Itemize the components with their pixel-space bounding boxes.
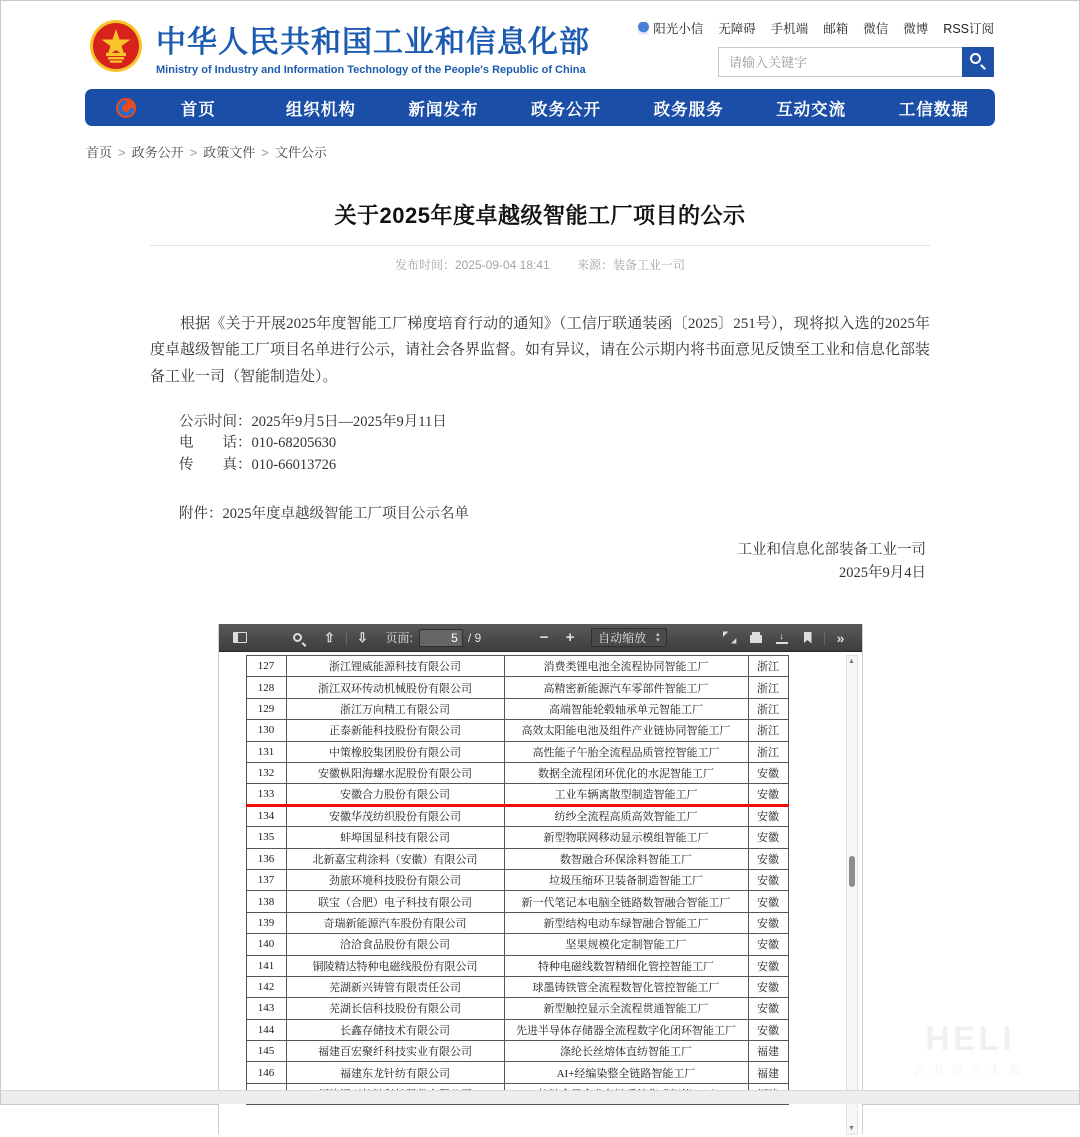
brand	[89, 15, 590, 77]
next-page-button[interactable]	[354, 627, 372, 649]
signature-org: 工业和信息化部装备工业一司	[737, 542, 926, 559]
cell-province: 安徽	[748, 763, 788, 784]
cell-company: 芜湖长信科技股份有限公司	[286, 998, 504, 1019]
table-row	[246, 998, 788, 1019]
cell-project: 纺纱全流程高质高效智能工厂	[504, 805, 748, 826]
article-paragraph: 根据《关于开展2025年度智能工厂梯度培育行动的通知》（工信厅联通装函〔2025〕251号），现将拟入选的2025年度卓越级智能工厂项目名单进行公示，请社会各界监督。如有异议，请在公示期内将书面意见反馈至工业和信息化部装备工业一司（智能制造处）。	[150, 316, 931, 385]
cell-project: 特种电磁线数智精细化管控智能工厂	[504, 955, 748, 976]
nav-item-3[interactable]: 政务公开	[531, 100, 602, 119]
breadcrumb-item-2[interactable]: 政策文件	[203, 145, 256, 160]
cell-project: 工业车辆离散型制造智能工厂	[504, 784, 748, 805]
national-emblem-logo	[89, 19, 143, 73]
scrollbar-thumb[interactable]	[849, 856, 855, 887]
cell-no: 132	[246, 763, 286, 784]
watermark-title: HELI	[925, 1020, 1015, 1058]
cell-company: 安徽合力股份有限公司	[286, 784, 504, 805]
plus-icon: +	[565, 629, 575, 647]
top-links	[638, 19, 994, 37]
breadcrumb-item-0[interactable]: 首页	[86, 145, 113, 160]
table-row	[246, 784, 788, 805]
cell-project: 高效太阳能电池及组件产业链协同智能工厂	[504, 720, 748, 741]
cell-no: 141	[246, 955, 286, 976]
pdf-viewer	[218, 624, 863, 1134]
cell-project: 新一代笔记本电脑全链路数智融合智能工厂	[504, 891, 748, 912]
cell-province: 浙江	[748, 720, 788, 741]
header-right	[638, 15, 994, 77]
top-link-label: 邮箱	[823, 22, 849, 36]
attachment-link[interactable]: 附件：2025年度卓越级智能工厂项目公示名单	[179, 506, 469, 523]
table-row	[246, 955, 788, 976]
download-icon: ↓	[776, 632, 788, 644]
top-link-label: RSS订阅	[943, 22, 994, 36]
cell-province: 福建	[748, 1062, 788, 1083]
minus-icon: −	[539, 629, 549, 647]
cell-province: 安徽	[748, 934, 788, 955]
table-row	[246, 934, 788, 955]
cell-province: 浙江	[748, 741, 788, 762]
cell-province: 安徽	[748, 848, 788, 869]
publish-time: 发布时间：2025-09-04 18:41	[394, 258, 550, 272]
table-row	[246, 1062, 788, 1083]
nav-item-5[interactable]: 互动交流	[776, 100, 847, 119]
top-link-label: 阳光小信	[653, 22, 704, 36]
top-link-label: 微博	[903, 22, 929, 36]
table-row	[246, 741, 788, 762]
cell-province: 浙江	[748, 677, 788, 698]
table-row	[246, 656, 788, 677]
find-button[interactable]	[289, 627, 307, 649]
select-arrows-icon: ▴ ▾	[656, 630, 660, 644]
cell-company: 北新嘉宝莉涂料（安徽）有限公司	[286, 848, 504, 869]
cell-company: 浙江万向精工有限公司	[286, 698, 504, 719]
breadcrumb-item-3[interactable]: 文件公示	[274, 145, 327, 160]
table-row	[246, 869, 788, 890]
table-row	[246, 1019, 788, 1040]
nav-item-6[interactable]: 工信数据	[898, 100, 969, 119]
cell-project: 新型触控显示全流程贯通智能工厂	[504, 998, 748, 1019]
table-row	[246, 827, 788, 848]
cell-province: 安徽	[748, 998, 788, 1019]
cell-no: 143	[246, 998, 286, 1019]
page-label: 页面:	[385, 631, 413, 646]
toolbar-separator	[346, 631, 347, 645]
cell-company: 福建东龙针纺有限公司	[286, 1062, 504, 1083]
cell-province: 安徽	[748, 805, 788, 826]
cell-province: 安徽	[748, 955, 788, 976]
cell-no: 134	[246, 805, 286, 826]
page-title: 关于2025年度卓越级智能工厂项目的公示	[334, 203, 746, 228]
table-row	[246, 763, 788, 784]
bookmark-icon	[804, 632, 812, 644]
cell-province: 安徽	[748, 1019, 788, 1040]
cell-no: 136	[246, 848, 286, 869]
top-link-6[interactable]	[943, 19, 994, 37]
cell-no: 145	[246, 1041, 286, 1062]
search-box	[718, 47, 994, 77]
info-line-0: 公示时间：2025年9月5日—2025年9月11日	[179, 413, 447, 430]
table-row	[246, 1041, 788, 1062]
cell-no: 137	[246, 869, 286, 890]
chevron-double-right-icon: »	[836, 629, 845, 646]
search-input[interactable]	[718, 47, 962, 77]
cell-province: 安徽	[748, 976, 788, 997]
top-link-0[interactable]	[638, 19, 703, 37]
cell-no: 138	[246, 891, 286, 912]
watermark-subtitle: 合力提升未来	[912, 1063, 1027, 1077]
watermark	[913, 1020, 1027, 1078]
info-line-1: 电 话：010-68205630	[179, 435, 337, 452]
top-link-5[interactable]	[903, 19, 928, 37]
scroll-down-icon[interactable]: ▼	[848, 1125, 855, 1133]
table-row	[246, 891, 788, 912]
page-total: / 9	[467, 630, 482, 645]
cell-province: 安徽	[748, 869, 788, 890]
pdf-scrollbar[interactable]	[846, 655, 858, 1135]
bookmark-button[interactable]	[799, 627, 817, 649]
zoom-mode-label: 自动缩放	[598, 631, 647, 646]
zoom-mode-select[interactable]	[591, 628, 667, 647]
table-row	[246, 848, 788, 869]
cell-no: 135	[246, 827, 286, 848]
nav-item-2[interactable]: 新闻发布	[408, 100, 479, 119]
cell-no: 142	[246, 976, 286, 997]
main-nav	[85, 89, 995, 126]
cell-project: 数据全流程闭环优化的水泥智能工厂	[504, 763, 748, 784]
cell-company: 正泰新能科技股份有限公司	[286, 720, 504, 741]
top-link-4[interactable]	[863, 19, 888, 37]
cell-company: 浙江锂威能源科技有限公司	[286, 656, 504, 677]
nav-item-4[interactable]: 政务服务	[653, 100, 724, 119]
arrow-down-icon: ⇩	[357, 629, 368, 645]
cell-no: 129	[246, 698, 286, 719]
more-tools-button[interactable]	[832, 627, 850, 649]
miit-logo-icon	[115, 97, 137, 119]
search-icon	[970, 53, 981, 64]
pdf-page	[219, 655, 862, 1137]
cell-province: 安徽	[748, 784, 788, 805]
search-button[interactable]	[962, 47, 994, 77]
arrow-up-icon: ⇧	[324, 629, 335, 645]
cell-no: 144	[246, 1019, 286, 1040]
site-title-en: Ministry of Industry and Information Technology of the People's Republic of China	[156, 63, 586, 76]
cell-no: 131	[246, 741, 286, 762]
breadcrumb-separator: >	[118, 145, 126, 160]
pdf-toolbar	[219, 624, 862, 652]
cell-no: 140	[246, 934, 286, 955]
cell-province: 安徽	[748, 827, 788, 848]
cell-project: 先进半导体存储器全流程数字化闭环智能工厂	[504, 1019, 748, 1040]
cell-province: 安徽	[748, 912, 788, 933]
zoom-out-button[interactable]	[535, 627, 553, 649]
info-line-2: 传 真：010-66013726	[179, 456, 337, 473]
site-header	[1, 1, 1079, 85]
breadcrumb-separator: >	[189, 145, 198, 160]
signature	[150, 539, 930, 584]
toolbar-right-group	[717, 627, 854, 649]
table-row	[246, 912, 788, 933]
cell-company: 联宝（合肥）电子科技有限公司	[286, 891, 504, 912]
previous-page-button[interactable]	[321, 627, 339, 649]
top-link-label: 无障碍	[718, 22, 756, 36]
cell-company: 安徽枞阳海螺水泥股份有限公司	[286, 763, 504, 784]
table-row	[246, 698, 788, 719]
cell-no: 139	[246, 912, 286, 933]
table-row	[246, 805, 788, 826]
nav-item-1[interactable]: 组织机构	[285, 100, 356, 119]
info-lines	[179, 412, 930, 476]
cell-company: 中策橡胶集团股份有限公司	[286, 741, 504, 762]
cell-project: 垃圾压缩环卫装备制造智能工厂	[504, 869, 748, 890]
cell-no: 130	[246, 720, 286, 741]
cell-project: 消费类锂电池全流程协同智能工厂	[504, 656, 748, 677]
cell-company: 长鑫存储技术有限公司	[286, 1019, 504, 1040]
cell-project: 高精密新能源汽车零部件智能工厂	[504, 677, 748, 698]
sidebar-toggle-button[interactable]	[231, 627, 249, 649]
zoom-in-button[interactable]	[561, 627, 579, 649]
cell-project: 新型物联网移动显示模组智能工厂	[504, 827, 748, 848]
top-link-3[interactable]	[823, 19, 848, 37]
table-row	[246, 976, 788, 997]
cell-no: 128	[246, 677, 286, 698]
cell-project: AI+经编染整全链路智能工厂	[504, 1062, 748, 1083]
cell-project: 高端智能轮毂轴承单元智能工厂	[504, 698, 748, 719]
sidebar-icon	[233, 632, 247, 643]
breadcrumb-item-1[interactable]: 政务公开	[131, 145, 184, 160]
cell-project: 球墨铸铁管全流程数智化管控智能工厂	[504, 976, 748, 997]
breadcrumb-separator: >	[261, 145, 269, 160]
pdf-table	[246, 655, 789, 1105]
cell-company: 铜陵精达特种电磁线股份有限公司	[286, 955, 504, 976]
toolbar-separator	[824, 631, 825, 645]
cell-company: 蚌埠国显科技有限公司	[286, 827, 504, 848]
site-title-cn: 中华人民共和国工业和信息化部	[156, 25, 590, 59]
sunshine-icon	[638, 22, 649, 35]
presentation-icon	[724, 632, 735, 643]
cell-company: 安徽华茂纺织股份有限公司	[286, 805, 504, 826]
table-row	[246, 720, 788, 741]
cell-province: 浙江	[748, 656, 788, 677]
top-link-label: 微信	[863, 22, 889, 36]
cell-company: 洽洽食品股份有限公司	[286, 934, 504, 955]
brand-text	[156, 17, 590, 76]
title-divider	[150, 245, 930, 246]
print-button[interactable]	[747, 627, 765, 649]
cell-company: 奇瑞新能源汽车股份有限公司	[286, 912, 504, 933]
cell-province: 安徽	[748, 891, 788, 912]
cell-project: 新型结构电动车绿智融合智能工厂	[504, 912, 748, 933]
page-number-input[interactable]	[419, 629, 463, 647]
cell-company: 福建百宏聚纤科技实业有限公司	[286, 1041, 504, 1062]
article-meta	[150, 256, 930, 273]
nav-item-0[interactable]: 首页	[180, 100, 216, 119]
cell-project: 涤纶长丝熔体直纺智能工厂	[504, 1041, 748, 1062]
presentation-mode-button[interactable]	[721, 627, 739, 649]
find-icon	[293, 633, 302, 642]
breadcrumb	[86, 142, 994, 161]
signature-date: 2025年9月4日	[839, 564, 926, 581]
scroll-up-icon[interactable]: ▲	[848, 658, 855, 666]
download-button[interactable]	[773, 627, 791, 649]
top-link-2[interactable]	[771, 19, 809, 37]
cell-project: 高性能子午胎全流程品质管控智能工厂	[504, 741, 748, 762]
cell-company: 劲旅环境科技股份有限公司	[286, 869, 504, 890]
table-row	[246, 677, 788, 698]
article	[150, 199, 930, 584]
zoom-group	[531, 627, 667, 649]
cell-company: 芜湖新兴铸管有限责任公司	[286, 976, 504, 997]
cell-project: 数智融合环保涂料智能工厂	[504, 848, 748, 869]
cell-project: 坚果规模化定制智能工厂	[504, 934, 748, 955]
top-link-label: 手机端	[770, 22, 809, 36]
cell-no: 127	[246, 656, 286, 677]
cell-no: 133	[246, 784, 286, 805]
cell-province: 浙江	[748, 698, 788, 719]
print-icon	[750, 635, 762, 643]
footer-strip	[1, 1090, 1079, 1104]
source: 来源：装备工业一司	[577, 258, 686, 272]
cell-province: 福建	[748, 1041, 788, 1062]
top-link-1[interactable]	[718, 19, 756, 37]
cell-company: 浙江双环传动机械股份有限公司	[286, 677, 504, 698]
cell-no: 146	[246, 1062, 286, 1083]
